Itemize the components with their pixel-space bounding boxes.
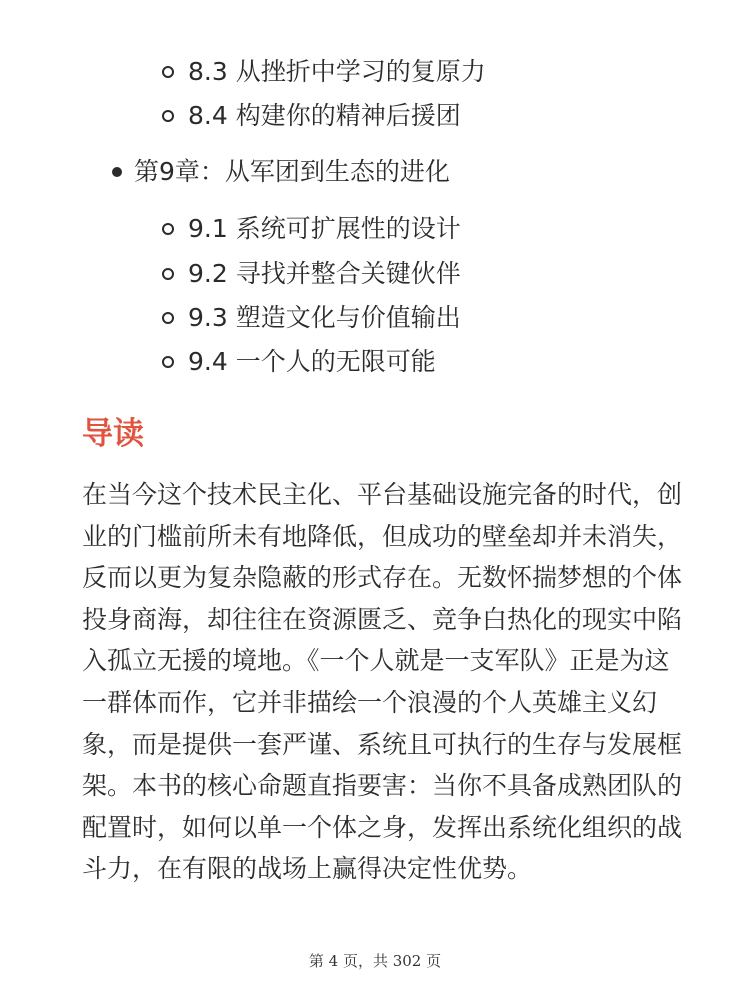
toc-item-label: 8.4 构建你的精神后援团	[188, 101, 461, 130]
solid-bullet-icon	[112, 167, 122, 177]
hollow-bullet-icon	[162, 66, 174, 78]
hollow-bullet-icon	[162, 110, 174, 122]
toc-chapter-label: 第9章：从军团到生态的进化	[134, 157, 450, 186]
intro-body: 在当今这个技术民主化、平台基础设施完备的时代，创业的门槛前所未有地降低，但成功的壁垒却并未消失，反而以更为复杂隐蔽的形式存在。无数怀揣梦想的个体投身商海，却往往在资源匮乏、竞争白热化的现实中陷入孤立无援的境地。《一个人就是一支军队》正是为这一群体而作，它并非描绘一个浪漫的个人英雄主义幻象，而是提供一套严谨、系统且可执行的生存与发展框架。本书的核心命题直指要害：当你不具备成熟团队的配置时，如何以单一个体之身，发挥出系统化组织的战斗力，在有限的战场上赢得决定性优势。	[82, 480, 683, 884]
toc-item-label: 9.2 寻找并整合关键伙伴	[188, 259, 461, 288]
hollow-bullet-icon	[162, 223, 174, 235]
hollow-bullet-icon	[162, 356, 174, 368]
toc-item-label: 9.1 系统可扩展性的设计	[188, 214, 461, 243]
hollow-bullet-icon	[162, 312, 174, 324]
hollow-bullet-icon	[162, 268, 174, 280]
toc-item-label: 8.3 从挫折中学习的复原力	[188, 57, 486, 86]
intro-heading: 导读	[82, 416, 144, 452]
toc-item-label: 9.4 一个人的无限可能	[188, 347, 436, 376]
page-number: 第 4 页，共 302 页	[308, 952, 442, 970]
toc-item-label: 9.3 塑造文化与价值输出	[188, 303, 461, 332]
